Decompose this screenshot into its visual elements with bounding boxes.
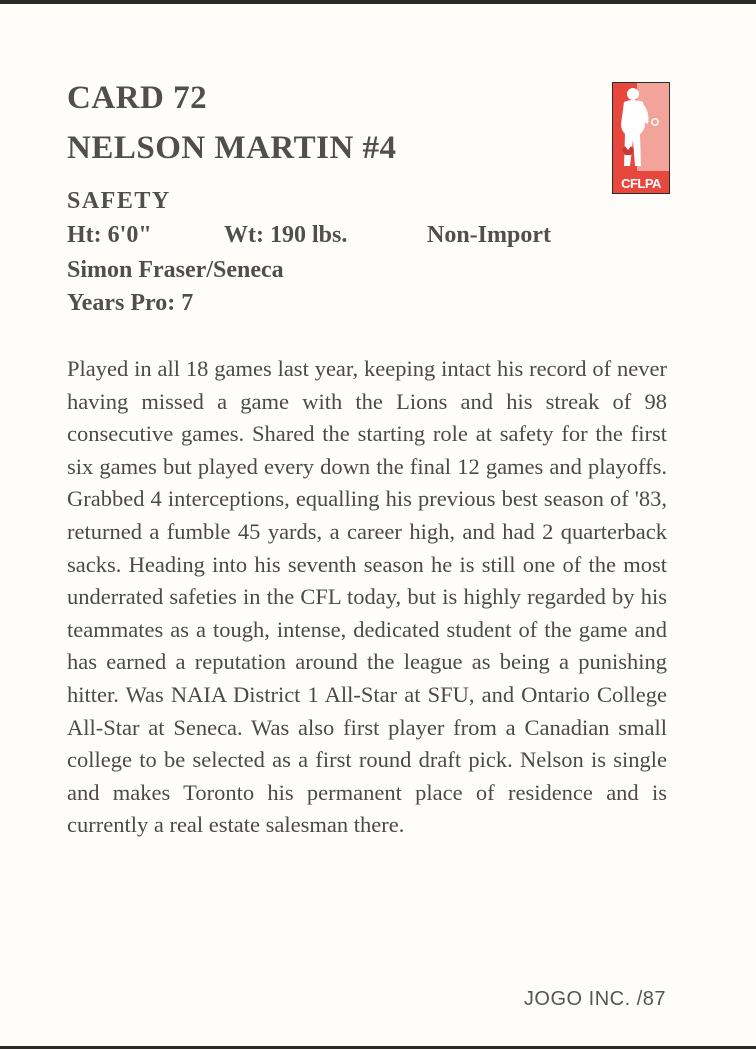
player-height: Ht: 6'0" xyxy=(67,222,152,248)
publisher-credit: JOGO INC. /87 xyxy=(523,988,666,1010)
player-position: SAFETY xyxy=(67,188,171,214)
card-number: CARD 72 xyxy=(67,80,208,116)
cflpa-logo xyxy=(612,82,670,194)
player-biography: Played in all 18 games last year, keeping intact his record of never having missed a game with the Lions and his streak of 98 consecutive games. Shared the starting role at safety for the first six games but played every down the final 12 games and playoffs. Grabbed 4 interceptions, equalling his previous best season of '83, returned a fumble 45 yards, a career high, and had 2 quarterback sacks. Heading into his seventh season he is still one of the most underrated safeties in the CFL today, but is highly regarded by his teammates as a tough, intense, dedicated student of the game and has earned a reputation around the league as being a punishing hitter. Was NAIA District 1 All-Star at SFU, and Ontario College All-Star at Seneca. Was also first player from a Canadian small college to be selected as a first round draft pick. Nelson is single and makes Toronto his permanent place of residence and is currently a real estate salesman there. xyxy=(67,356,667,838)
import-status: Non-Import xyxy=(427,222,551,248)
player-name: NELSON MARTIN #4 xyxy=(67,130,397,166)
player-weight: Wt: 190 lbs. xyxy=(224,222,348,248)
years-pro: Years Pro: 7 xyxy=(67,290,194,316)
player-school: Simon Fraser/Seneca xyxy=(67,257,284,283)
cflpa-logo-text: CFLPA xyxy=(621,176,661,191)
